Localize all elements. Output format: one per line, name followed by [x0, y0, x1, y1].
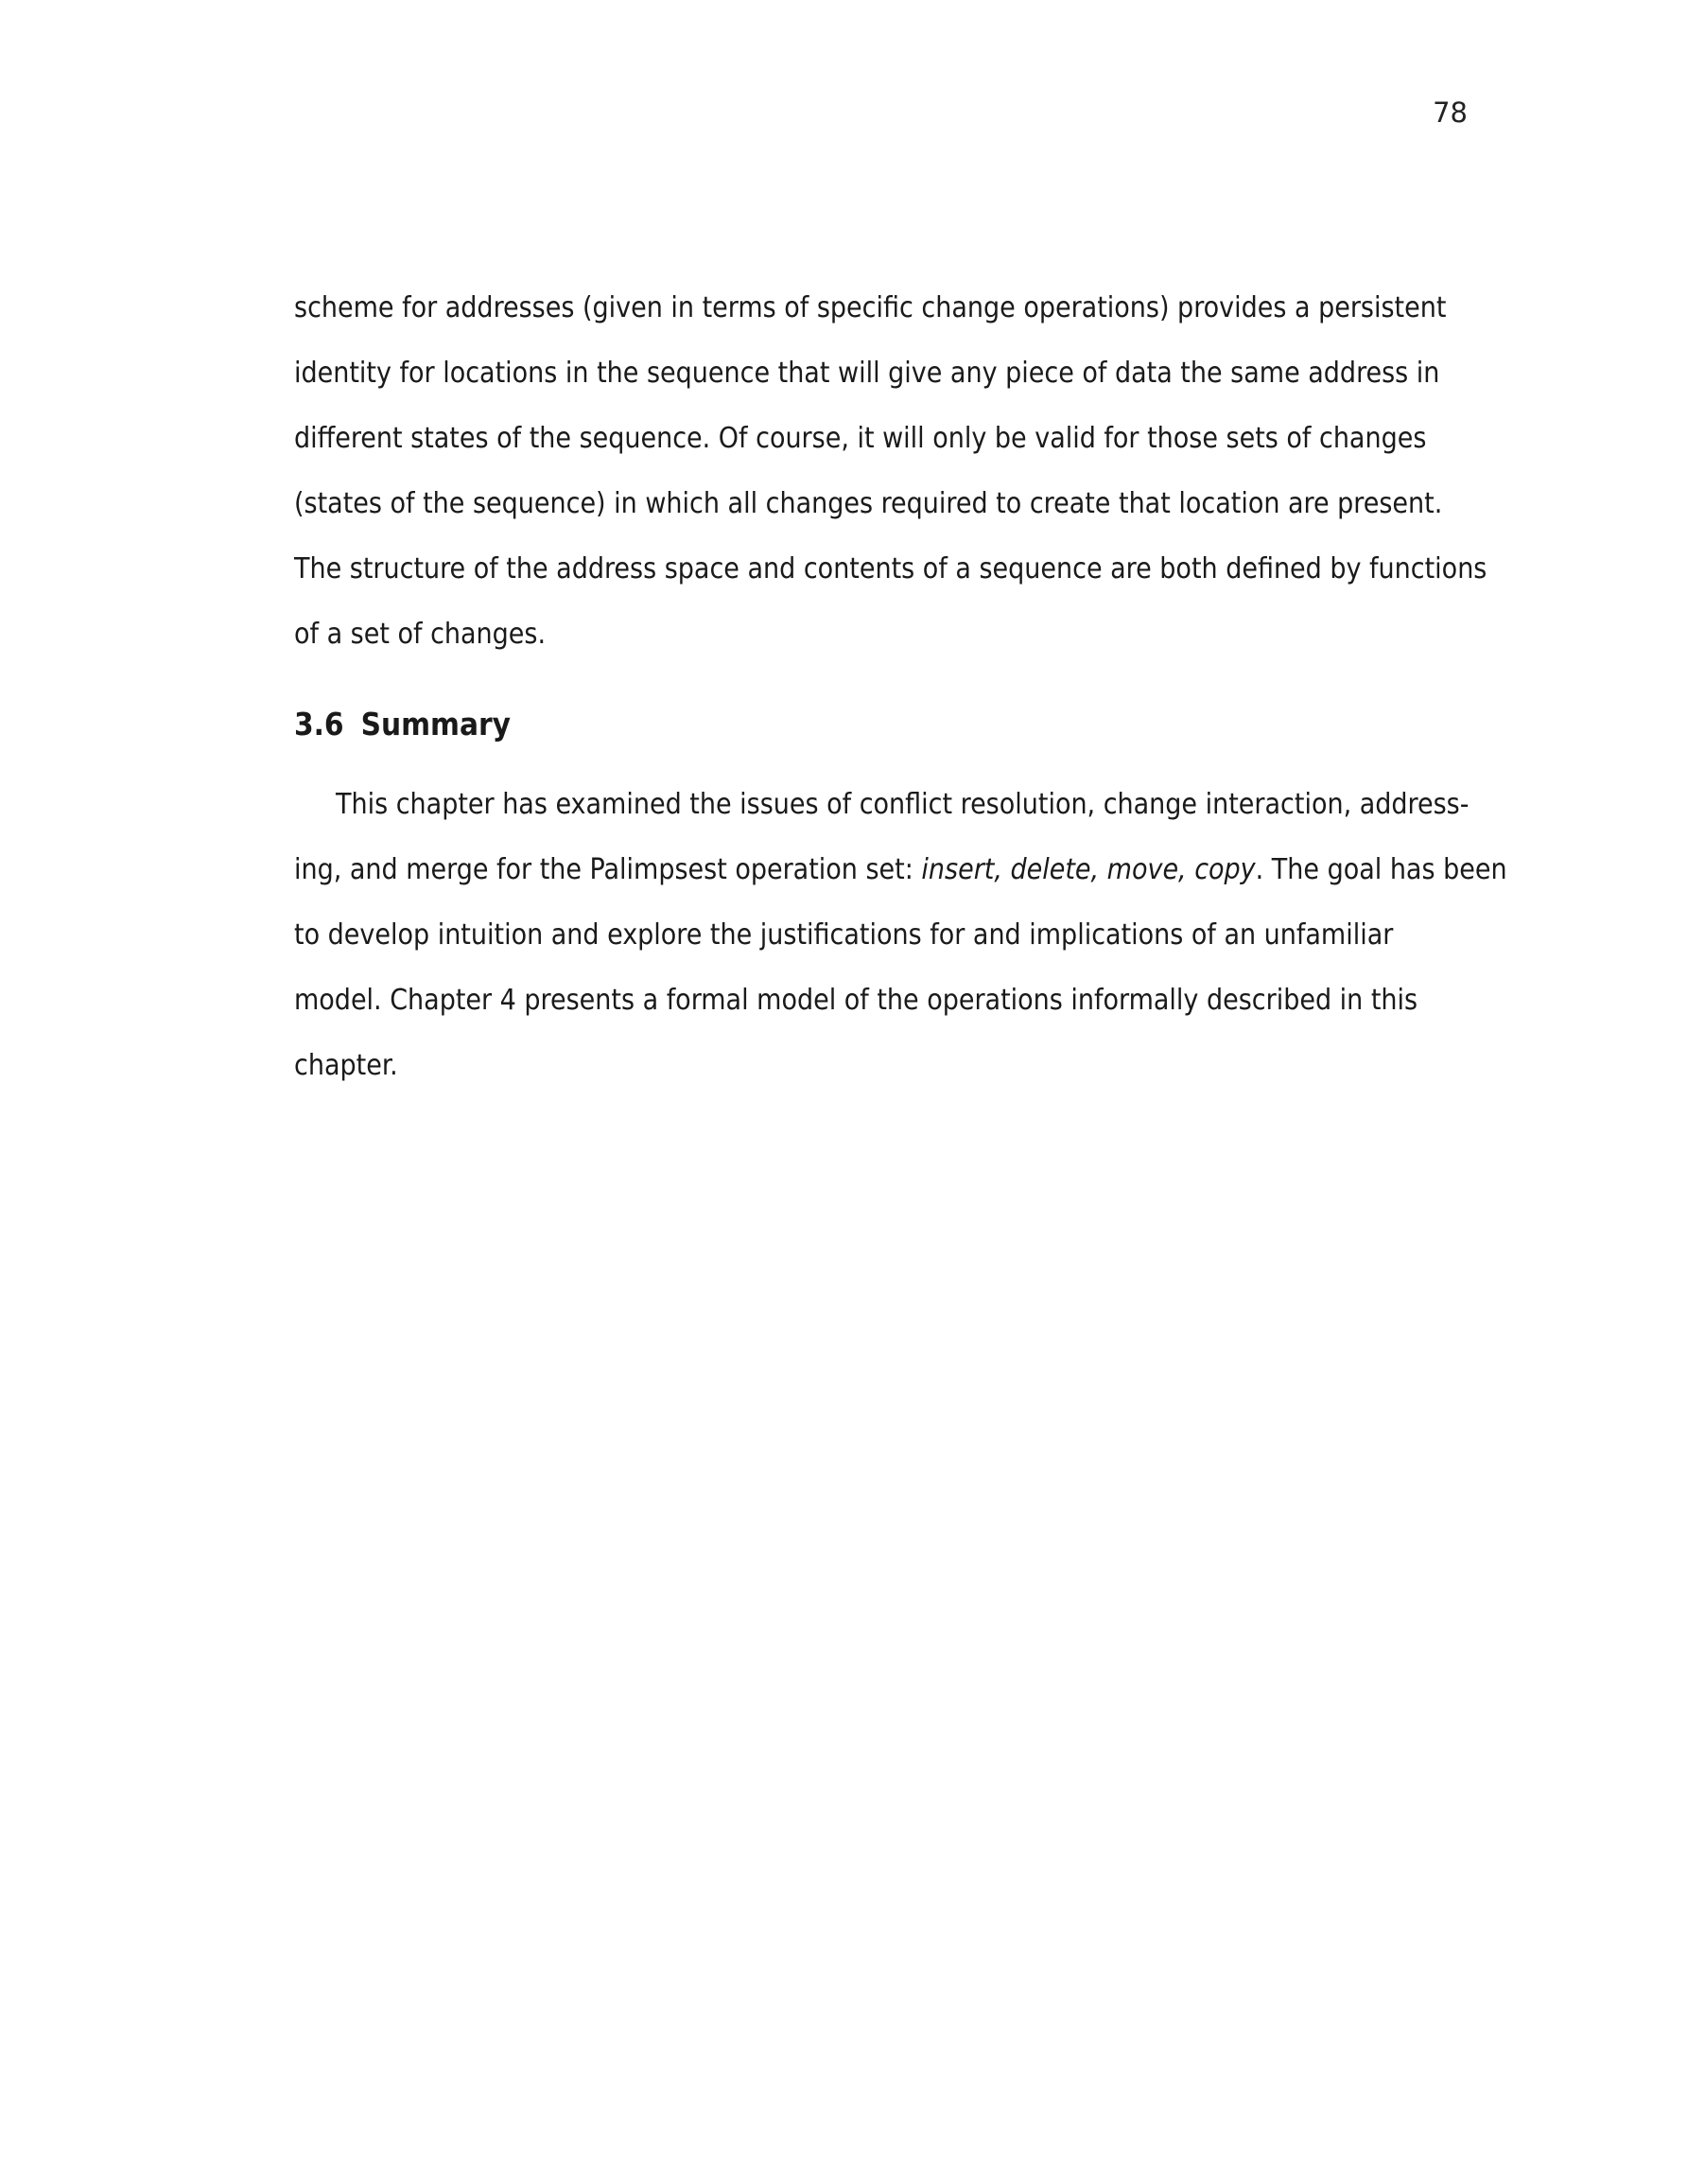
paragraph-line: (states of the sequence) in which all changes required to create that location are present. — [294, 487, 1443, 520]
paragraph-line: This chapter has examined the issues of conflict resolution, change interaction, address- — [336, 788, 1470, 821]
page-number: 78 — [1433, 96, 1468, 129]
paragraph-line: different states of the sequence. Of course, it will only be valid for those sets of changes — [294, 422, 1427, 455]
paragraph-line: chapter. — [294, 1049, 398, 1082]
section-number: 3.6 — [294, 706, 344, 743]
section-heading — [294, 706, 511, 743]
paragraph-line: scheme for addresses (given in terms of specific change operations) provides a persistent — [294, 291, 1447, 324]
paragraph-line: to develop intuition and explore the justifications for and implications of an unfamiliar — [294, 918, 1394, 952]
operation-list-italic: insert, delete, move, copy — [921, 853, 1256, 886]
paragraph-line — [294, 837, 1507, 902]
paragraph-line: identity for locations in the sequence that will give any piece of data the same address in — [294, 357, 1440, 390]
paragraph-line: model. Chapter 4 presents a formal model of the operations informally described in this — [294, 984, 1418, 1017]
continued-paragraph — [294, 275, 1487, 667]
paragraph-line: The structure of the address space and contents of a sequence are both defined by functions — [294, 552, 1487, 585]
section-title: Summary — [360, 706, 512, 743]
line-text: ing, and merge for the Palimpsest operation set: — [294, 853, 922, 886]
line-text: . The goal has been — [1255, 853, 1507, 886]
paragraph-line: of a set of changes. — [294, 618, 547, 651]
summary-paragraph — [294, 772, 1507, 1098]
